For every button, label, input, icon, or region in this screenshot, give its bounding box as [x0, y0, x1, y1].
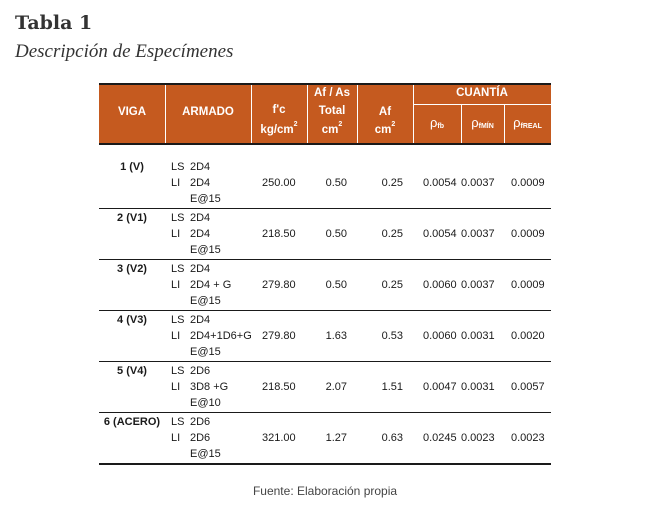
header-armado: ARMADO — [182, 106, 234, 118]
af-cell: 0.25 — [381, 177, 403, 189]
armado-li: 2D4+1D6+G — [190, 330, 252, 342]
armado-estribos: E@15 — [190, 244, 221, 256]
fc-cell: 279.80 — [262, 279, 296, 291]
armado-li: 2D4 — [190, 177, 211, 189]
rho-fb-cell: 0.0060 — [423, 279, 457, 291]
ls-label: LS — [171, 263, 185, 275]
rho-fb-cell: 0.0054 — [423, 228, 457, 240]
header-af: Af — [378, 106, 392, 118]
viga-cell: 1 (V) — [120, 161, 144, 173]
header-afas-unit: $cm^2$ — [321, 121, 343, 136]
armado-estribos: E@15 — [190, 346, 221, 358]
fc-cell: 250.00 — [262, 177, 296, 189]
table-title: Descripción de Especímenes — [15, 41, 234, 62]
ls-label: LS — [171, 314, 185, 326]
rho-freal-cell: 0.0009 — [511, 177, 545, 189]
af-cell: 1.51 — [381, 381, 403, 393]
armado-li: 2D4 — [190, 228, 211, 240]
header-rho-fmin: ρfMÍN — [471, 115, 494, 130]
rho-fmin-cell: 0.0031 — [461, 330, 495, 342]
table-body — [99, 158, 551, 465]
afas-cell: 1.27 — [325, 432, 347, 444]
af-cell: 0.25 — [381, 279, 403, 291]
table-source-caption: Fuente: Elaboración propia — [252, 484, 398, 498]
header-afas: Af / As — [314, 87, 350, 99]
rho-fmin-cell: 0.0037 — [461, 279, 495, 291]
viga-cell: 5 (V4) — [117, 365, 147, 377]
table-row — [99, 362, 551, 413]
armado-li: 2D6 — [190, 432, 211, 444]
header-cuantia: CUANTÍA — [456, 87, 508, 99]
header-rho-fb: ρfb — [429, 115, 444, 130]
header-rho-freal: ρfREAL — [513, 115, 542, 130]
armado-ls: 2D6 — [190, 365, 211, 377]
fc-cell: 218.50 — [262, 381, 296, 393]
header-af-unit: $cm^2$ — [374, 121, 396, 136]
header-fc-unit: $kg/cm^2$ — [260, 121, 298, 136]
viga-cell: 6 (ACERO) — [103, 416, 161, 428]
rho-fb-cell: 0.0047 — [423, 381, 457, 393]
rho-fmin-cell: 0.0037 — [461, 228, 495, 240]
table-row — [99, 158, 551, 209]
table-header — [99, 83, 551, 145]
fc-cell: 218.50 — [262, 228, 296, 240]
armado-estribos: E@10 — [190, 397, 221, 409]
li-label: LI — [171, 228, 181, 240]
rho-fmin-cell: 0.0023 — [461, 432, 495, 444]
header-divider — [413, 104, 551, 105]
ls-label: LS — [171, 365, 185, 377]
armado-estribos: E@15 — [190, 448, 221, 460]
armado-li: 3D8 +G — [190, 381, 229, 393]
afas-cell: 0.50 — [325, 228, 347, 240]
afas-cell: 1.63 — [325, 330, 347, 342]
li-label: LI — [171, 279, 181, 291]
li-label: LI — [171, 381, 181, 393]
viga-cell: 4 (V3) — [117, 314, 147, 326]
ls-label: LS — [171, 161, 185, 173]
rho-freal-cell: 0.0057 — [511, 381, 545, 393]
rho-fmin-cell: 0.0037 — [461, 177, 495, 189]
af-cell: 0.63 — [381, 432, 403, 444]
armado-ls: 2D4 — [190, 314, 211, 326]
armado-ls: 2D4 — [190, 212, 211, 224]
rho-freal-cell: 0.0020 — [511, 330, 545, 342]
rho-freal-cell: 0.0009 — [511, 228, 545, 240]
ls-label: LS — [171, 416, 185, 428]
viga-cell: 3 (V2) — [117, 263, 147, 275]
armado-ls: 2D4 — [190, 263, 211, 275]
afas-cell: 0.50 — [325, 177, 347, 189]
table-row — [99, 413, 551, 465]
table-number: Tabla 1 — [15, 12, 93, 34]
fc-cell: 321.00 — [262, 432, 296, 444]
afas-cell: 0.50 — [325, 279, 347, 291]
rho-fb-cell: 0.0060 — [423, 330, 457, 342]
armado-ls: 2D6 — [190, 416, 211, 428]
table-row — [99, 209, 551, 260]
armado-estribos: E@15 — [190, 193, 221, 205]
table-row — [99, 311, 551, 362]
af-cell: 0.53 — [381, 330, 403, 342]
header-fc: f'c — [272, 104, 286, 116]
af-cell: 0.25 — [381, 228, 403, 240]
specimens-table — [99, 83, 551, 465]
ls-label: LS — [171, 212, 185, 224]
fc-cell: 279.80 — [262, 330, 296, 342]
header-viga: VIGA — [117, 106, 147, 118]
header-afas-total: Total — [318, 105, 346, 117]
afas-cell: 2.07 — [325, 381, 347, 393]
armado-ls: 2D4 — [190, 161, 211, 173]
rho-fmin-cell: 0.0031 — [461, 381, 495, 393]
viga-cell: 2 (V1) — [117, 212, 147, 224]
rho-fb-cell: 0.0054 — [423, 177, 457, 189]
li-label: LI — [171, 432, 181, 444]
li-label: LI — [171, 177, 181, 189]
armado-li: 2D4 + G — [190, 279, 232, 291]
armado-estribos: E@15 — [190, 295, 221, 307]
rho-freal-cell: 0.0009 — [511, 279, 545, 291]
li-label: LI — [171, 330, 181, 342]
rho-freal-cell: 0.0023 — [511, 432, 545, 444]
rho-fb-cell: 0.0245 — [423, 432, 457, 444]
table-row — [99, 260, 551, 311]
